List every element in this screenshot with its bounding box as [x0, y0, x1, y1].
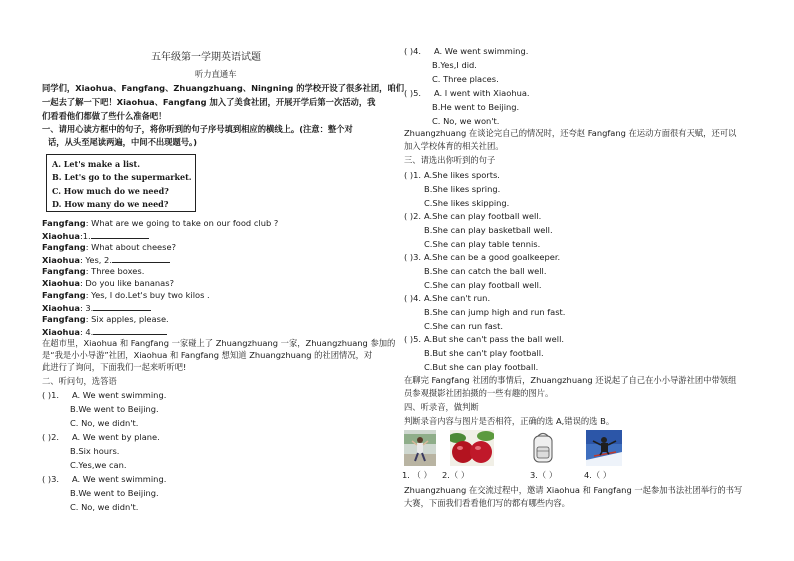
option: A. We went swimming. — [434, 46, 529, 56]
option: B.She likes spring. — [424, 184, 501, 194]
dialogue-line — [42, 326, 167, 338]
paragraph-line: 在聊完 Fangfang 社团的事情后，Zhuangzhuang 还说起了自己在小小导游社团中带领组 — [404, 375, 737, 385]
paragraph-line: 大赛，下面我们看看他们写的都有哪些内容。 — [404, 498, 570, 508]
option: C. No, we didn't. — [70, 418, 139, 428]
option: A. We went by plane. — [72, 432, 160, 442]
option: B.Yes,I did. — [432, 60, 477, 70]
option: C. No, we won't. — [432, 116, 500, 126]
question-number: ( )1. — [42, 390, 60, 400]
speaker: Fangfang — [42, 290, 86, 300]
option: B.She can play basketball well. — [424, 225, 553, 235]
option: C.She can play football well. — [424, 280, 542, 290]
option: C.Yes,we can. — [70, 460, 127, 470]
section1-heading: 话，从头至尾读两遍，中间不出现题号。) — [48, 137, 197, 147]
backpack-icon — [528, 430, 558, 466]
judge-item[interactable]: 2.（ ） — [442, 470, 470, 480]
answer-blank[interactable] — [93, 302, 151, 311]
answer-blank[interactable] — [91, 230, 149, 239]
paragraph-line: Zhuangzhuang 在交流过程中，邀请 Xiaohua 和 Fangfang 一起参加书法社团举行的书写 — [404, 485, 743, 495]
dialogue-line — [42, 278, 174, 289]
paragraph-line: 员参观摄影社团拍摄的一些有趣的图片。 — [404, 388, 554, 398]
option: C. Three places. — [432, 74, 499, 84]
intro-line: 一起去了解一下吧！Xiaohua、Fangfang 加入了美食社团，开展开学后第一次活动，我 — [42, 97, 376, 107]
option: C. No, we didn't. — [70, 502, 139, 512]
dialogue-text: : 4. — [79, 327, 94, 337]
dialogue-line — [42, 242, 176, 253]
skier-photo — [586, 430, 622, 466]
speaker: Fangfang — [42, 314, 86, 324]
speaker: Fangfang — [42, 242, 86, 252]
dialogue-line — [42, 290, 210, 301]
question-number: ( )1. — [404, 170, 422, 180]
answer-blank[interactable] — [112, 254, 170, 263]
option: A. We went swimming. — [72, 474, 167, 484]
judge-item[interactable]: 4.（ ） — [584, 470, 612, 480]
paragraph-line: 在超市里，Xiaohua 和 Fangfang 一家碰上了 Zhuangzhuang 一家，Zhuangzhuang 参加的 — [42, 338, 396, 348]
option: A.She can be a good goalkeeper. — [424, 252, 561, 262]
section3-heading: 三、请选出你听到的句子 — [404, 155, 496, 165]
apples-photo — [450, 430, 494, 466]
option: A. We went swimming. — [72, 390, 167, 400]
box-sentence: D. How many do we need? — [52, 199, 169, 209]
speaker: Fangfang — [42, 218, 86, 228]
question-number: ( )3. — [42, 474, 60, 484]
dialogue-text: : 3. — [79, 303, 94, 313]
dialogue-line — [42, 218, 278, 229]
question-number: ( )5. — [404, 88, 422, 98]
section4-heading: 四、听录音，做判断 — [404, 402, 479, 412]
speaker: Xiaohua — [42, 231, 80, 241]
speaker: Xiaohua — [42, 255, 80, 265]
speaker: Xiaohua — [42, 278, 80, 288]
question-number: ( )2. — [404, 211, 422, 221]
option: A. I went with Xiaohua. — [434, 88, 530, 98]
dialogue-line — [42, 254, 170, 266]
option: C.She can play table tennis. — [424, 239, 541, 249]
answer-blank[interactable] — [93, 326, 167, 335]
dialogue-text: : What are we going to take on our food club ? — [85, 218, 279, 228]
question-number: ( )2. — [42, 432, 60, 442]
question-number: ( )5. — [404, 334, 422, 344]
option: A.She likes sports. — [424, 170, 500, 180]
page-title: 五年级第一学期英语试题 — [151, 52, 261, 63]
dialogue-text: : Yes, I do.Let's buy two kilos . — [85, 290, 210, 300]
dialogue-text: : Six apples, please. — [85, 314, 169, 324]
option: B.Six hours. — [70, 446, 120, 456]
intro-line: 同学们，Xiaohua、Fangfang、Zhuangzhuang、Ningning 的学校开设了很多社团，咱们 — [42, 83, 405, 93]
section2-heading: 二、听问句，选答语 — [42, 376, 117, 386]
option: C.But she can play football. — [424, 362, 539, 372]
option: B.We went to Beijing. — [70, 404, 159, 414]
intro-line: 们看看他们都做了些什么准备吧！ — [42, 111, 167, 121]
box-sentence: C. How much do we need? — [52, 186, 169, 196]
paragraph-line: 此进行了询问，下面我们一起来听听吧! — [42, 362, 187, 372]
speaker: Xiaohua — [42, 327, 80, 337]
page-subtitle: 听力直通车 — [195, 69, 237, 79]
dialogue-text: : Do you like bananas? — [79, 278, 174, 288]
option: B.She can catch the ball well. — [424, 266, 547, 276]
section1-heading: 一、请用心读方框中的句子，将你听到的句子序号填到相应的横线上。(注意：整个对 — [42, 124, 353, 134]
box-sentence: A. Let's make a list. — [52, 159, 141, 169]
question-number: ( )4. — [404, 46, 422, 56]
option: A.She can play football well. — [424, 211, 542, 221]
dialogue-line — [42, 230, 149, 242]
speaker: Xiaohua — [42, 303, 80, 313]
question-number: ( )3. — [404, 252, 422, 262]
option: B.She can jump high and run fast. — [424, 307, 566, 317]
judge-item[interactable]: 1. （ ） — [402, 470, 432, 480]
sentence-box — [46, 154, 196, 212]
dialogue-text: : What about cheese? — [85, 242, 176, 252]
option: A.But she can't pass the ball well. — [424, 334, 565, 344]
dialogue-text: :1. — [79, 231, 91, 241]
option: C.She can run fast. — [424, 321, 504, 331]
option: B.But she can't play football. — [424, 348, 544, 358]
question-number: ( )4. — [404, 293, 422, 303]
dialogue-line — [42, 314, 169, 325]
option: B.We went to Beijing. — [70, 488, 159, 498]
box-sentence: B. Let's go to the supermarket. — [52, 172, 192, 182]
paragraph-line: Zhuangzhuang 在谈论完自己的情况时，还夸赵 Fangfang 在运动方面很有天赋，还可以 — [404, 128, 737, 138]
speaker: Fangfang — [42, 266, 86, 276]
section4-instruction: 判断录音内容与图片是否相符，正确的选 A,错误的选 B。 — [404, 416, 615, 426]
dialogue-text: : Yes, 2. — [79, 255, 112, 265]
paragraph-line: 加入学校体育的相关社团。 — [404, 141, 504, 151]
dialogue-text: : Three boxes. — [85, 266, 145, 276]
dialogue-line — [42, 302, 151, 314]
option: A.She can't run. — [424, 293, 491, 303]
dialogue-line — [42, 266, 144, 277]
boy-jumping-photo — [404, 430, 436, 466]
judge-item[interactable]: 3.（ ） — [530, 470, 558, 480]
option: C.She likes skipping. — [424, 198, 510, 208]
paragraph-line: 是“我是小小导游”社团，Xiaohua 和 Fangfang 想知道 Zhuangzhuang 的社团情况，对 — [42, 350, 373, 360]
option: B.He went to Beijing. — [432, 102, 520, 112]
